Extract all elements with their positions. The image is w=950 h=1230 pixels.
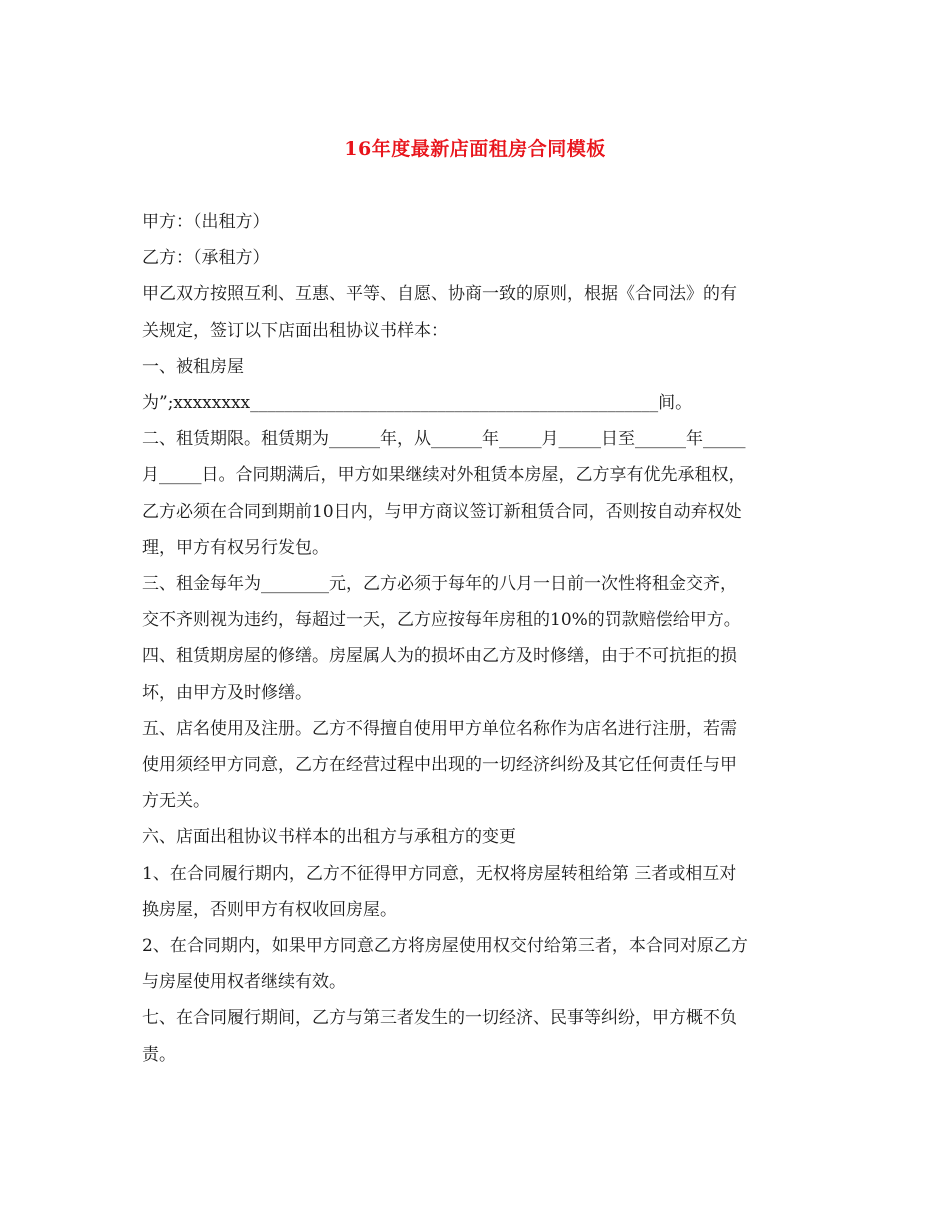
line-clause-6-2-a: 2、在合同期内，如果甲方同意乙方将房屋使用权交付给第三者，本合同对原乙方 [142, 936, 748, 957]
line-clause-4-b: 坏，由甲方及时修缮。 [142, 682, 312, 703]
line-clause-2-d: 理，甲方有权另行发包。 [142, 537, 329, 558]
line-clause-2-c: 乙方必须在合同到期前10日内，与甲方商议签订新租赁合同，否则按自动弃权处 [142, 501, 742, 522]
line-clause-2-b: 月_____日。合同期满后，甲方如果继续对外租赁本房屋，乙方享有优先承租权， [142, 465, 746, 486]
line-preamble-1: 甲乙双方按照互利、互惠、平等、自愿、协商一致的原则，根据《合同法》的有 [142, 284, 737, 305]
line-clause-6-1-b: 换房屋，否则甲方有权收回房屋。 [142, 899, 397, 920]
line-clause-3-a: 三、租金每年为________元，乙方必须于每年的八月一日前一次性将租金交齐， [142, 574, 737, 595]
line-clause-7-a: 七、在合同履行期间，乙方与第三者发生的一切经济、民事等纠纷，甲方概不负 [142, 1008, 737, 1029]
line-clause-2-a: 二、租赁期限。租赁期为______年，从______年_____月_____日至______年_____ [142, 429, 746, 450]
document-body [142, 204, 810, 1073]
document-title: 16年度最新店面租房合同模板 [344, 138, 606, 160]
line-clause-5-c: 方无关。 [142, 791, 210, 812]
line-party-a: 甲方：（出租方） [142, 212, 270, 232]
line-clause-6-heading: 六、店面出租协议书样本的出租方与承租方的变更 [142, 827, 516, 848]
line-clause-1-body: 为”;xxxxxxxx________________________________________________间。 [142, 393, 693, 414]
line-clause-6-2-b: 与房屋使用权者继续有效。 [142, 972, 346, 993]
line-clause-5-b: 使用须经甲方同意，乙方在经营过程中出现的一切经济纠纷及其它任何责任与甲 [142, 755, 737, 776]
line-clause-3-b: 交不齐则视为违约，每超过一天，乙方应按每年房租的10%的罚款赔偿给甲方。 [142, 610, 741, 631]
line-clause-7-b: 责。 [142, 1044, 176, 1065]
line-clause-1-heading: 一、被租房屋 [142, 356, 244, 377]
line-clause-5-a: 五、店名使用及注册。乙方不得擅自使用甲方单位名称作为店名进行注册，若需 [142, 718, 737, 739]
line-party-b: 乙方：（承租方） [142, 248, 270, 269]
line-clause-6-1-a: 1、在合同履行期内，乙方不征得甲方同意，无权将房屋转租给第 三者或相互对 [142, 863, 737, 884]
line-clause-4-a: 四、租赁期房屋的修缮。房屋属人为的损坏由乙方及时修缮，由于不可抗拒的损 [142, 646, 737, 667]
line-preamble-2: 关规定，签订以下店面出租协议书样本： [142, 320, 448, 341]
